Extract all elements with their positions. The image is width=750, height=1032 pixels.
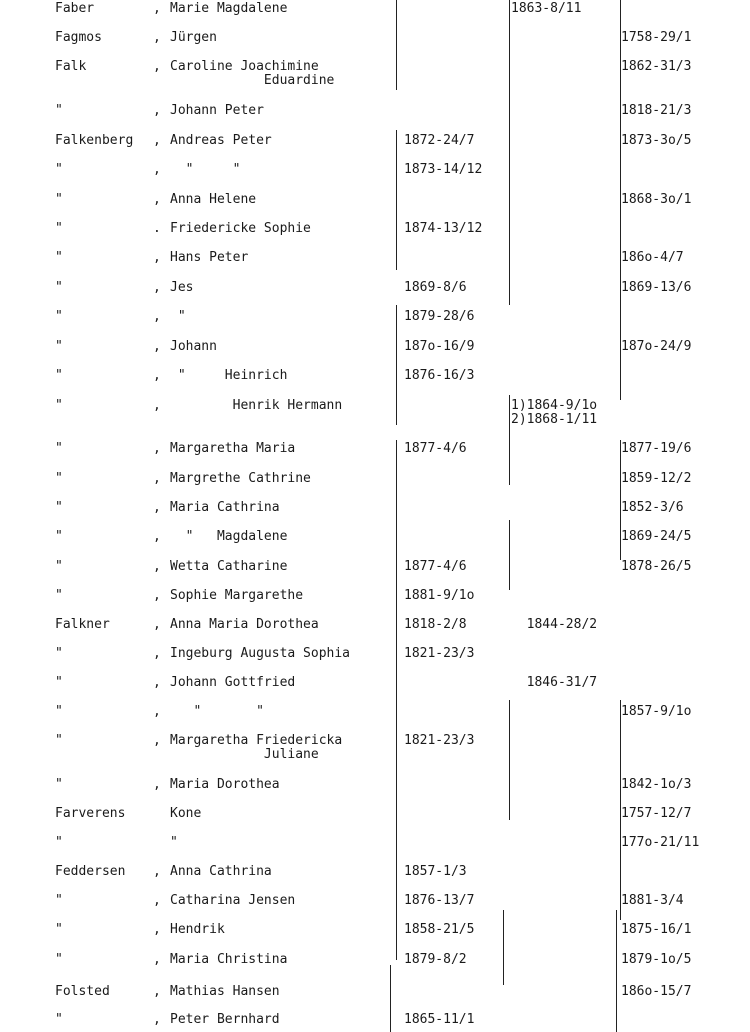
date-born: 187o-16/9 — [404, 339, 475, 354]
surname: " — [55, 162, 63, 177]
surname: " — [55, 103, 63, 118]
surname: " — [55, 368, 63, 383]
date-died: 1842-1o/3 — [621, 777, 692, 792]
date-died: 1818-21/3 — [621, 103, 692, 118]
separator: , — [153, 309, 161, 324]
given-names: Johann Peter — [170, 103, 264, 118]
column-rule — [396, 305, 397, 425]
date-died: 1859-12/2 — [621, 471, 692, 486]
date-born: 1821-23/3 — [404, 733, 475, 748]
date-born: 1876-16/3 — [404, 368, 475, 383]
separator: , — [153, 471, 161, 486]
surname: Falk — [55, 59, 87, 74]
given-names: Friedericke Sophie — [170, 221, 311, 236]
surname: Falkenberg — [55, 133, 134, 148]
date-died: 177o-21/11 — [621, 835, 700, 850]
column-rule — [509, 700, 510, 820]
surname: Fagmos — [55, 30, 102, 45]
date-died: 1857-9/1o — [621, 704, 692, 719]
date-born: 1877-4/6 — [404, 559, 467, 574]
given-names: Jürgen — [170, 30, 217, 45]
date-born: 1881-9/1o — [404, 588, 475, 603]
date-born: 1873-14/12 — [404, 162, 483, 177]
given-names: Margrethe Cathrine — [170, 471, 311, 486]
surname: " — [55, 471, 63, 486]
date-died: 186o-15/7 — [621, 984, 692, 999]
surname: " — [55, 559, 63, 574]
surname: " — [55, 777, 63, 792]
date-died: 1877-19/6 — [621, 441, 692, 456]
given-names: Jes — [170, 280, 194, 295]
given-names: " — [170, 835, 178, 850]
separator: , — [153, 893, 161, 908]
surname: " — [55, 704, 63, 719]
given-names: Anna Cathrina — [170, 864, 272, 879]
separator: , — [153, 59, 161, 74]
separator: , — [153, 280, 161, 295]
separator: , — [153, 30, 161, 45]
separator: , — [153, 368, 161, 383]
column-rule — [620, 700, 621, 920]
separator: , — [153, 1, 161, 16]
given-names: Anna Maria Dorothea — [170, 617, 319, 632]
date-died: 1862-31/3 — [621, 59, 692, 74]
given-names: Margaretha Maria — [170, 441, 296, 456]
column-rule — [396, 130, 397, 270]
given-names: Johann — [170, 339, 217, 354]
surname: " — [55, 733, 63, 748]
given-names: Henrik Hermann — [170, 398, 343, 413]
surname: Feddersen — [55, 864, 126, 879]
column-rule — [396, 440, 397, 960]
separator: , — [153, 559, 161, 574]
date-born: 1876-13/7 — [404, 893, 475, 908]
surname: Faber — [55, 1, 95, 16]
given-names: Maria Dorothea — [170, 777, 280, 792]
surname: " — [55, 309, 63, 324]
column-rule — [620, 40, 621, 205]
given-names: " " — [170, 704, 264, 719]
date-born: 1877-4/6 — [404, 441, 467, 456]
given-names: Johann Gottfried — [170, 675, 296, 690]
date-died: 187o-24/9 — [621, 339, 692, 354]
date-born: 1865-11/1 — [404, 1012, 475, 1027]
separator: , — [153, 617, 161, 632]
separator: , — [153, 398, 161, 413]
date-died: 1879-1o/5 — [621, 952, 692, 967]
surname: " — [55, 922, 63, 937]
surname: " — [55, 398, 63, 413]
given-names: Peter Bernhard — [170, 1012, 280, 1027]
separator: , — [153, 500, 161, 515]
date-column-3: 1844-28/2 — [511, 617, 598, 632]
date-column-3: 1846-31/7 — [511, 675, 598, 690]
date-died: 1875-16/1 — [621, 922, 692, 937]
date-born: 1869-8/6 — [404, 280, 467, 295]
surname: " — [55, 588, 63, 603]
date-died: 1852-3/6 — [621, 500, 684, 515]
separator: , — [153, 922, 161, 937]
surname: " — [55, 192, 63, 207]
given-names: Sophie Margarethe — [170, 588, 304, 603]
separator: , — [153, 441, 161, 456]
column-rule — [509, 395, 510, 485]
separator: , — [153, 984, 161, 999]
given-names: Kone — [170, 806, 202, 821]
separator: , — [153, 646, 161, 661]
given-names: Caroline Joachimine Eduardine — [170, 59, 335, 88]
surname: " — [55, 500, 63, 515]
given-names: Hans Peter — [170, 250, 249, 265]
given-names: Ingeburg Augusta Sophia — [170, 646, 351, 661]
column-rule — [503, 910, 504, 985]
surname: Falkner — [55, 617, 110, 632]
given-names: " Heinrich — [170, 368, 288, 383]
separator: , — [153, 704, 161, 719]
surname: " — [55, 441, 63, 456]
column-rule — [509, 0, 510, 305]
surname: " — [55, 835, 63, 850]
given-names: Margaretha Friedericka Juliane — [170, 733, 343, 762]
date-died: 1869-13/6 — [621, 280, 692, 295]
date-born: 1818-2/8 — [404, 617, 467, 632]
separator: , — [153, 162, 161, 177]
separator: , — [153, 529, 161, 544]
surname: " — [55, 893, 63, 908]
given-names: Catharina Jensen — [170, 893, 296, 908]
date-born: 1879-8/2 — [404, 952, 467, 967]
given-names: Wetta Catharine — [170, 559, 288, 574]
date-died: 1868-3o/1 — [621, 192, 692, 207]
surname: " — [55, 280, 63, 295]
surname: Folsted — [55, 984, 110, 999]
date-died: 1878-26/5 — [621, 559, 692, 574]
date-died: 1757-12/7 — [621, 806, 692, 821]
date-born: 1857-1/3 — [404, 864, 467, 879]
separator: , — [153, 1012, 161, 1027]
surname: " — [55, 221, 63, 236]
separator: , — [153, 733, 161, 748]
column-rule — [620, 0, 621, 40]
date-died: 1758-29/1 — [621, 30, 692, 45]
date-column-3: 1863-8/11 — [511, 1, 582, 16]
given-names: Mathias Hansen — [170, 984, 280, 999]
separator: , — [153, 675, 161, 690]
date-died: 1869-24/5 — [621, 529, 692, 544]
column-rule — [390, 965, 391, 1032]
given-names: Maria Christina — [170, 952, 288, 967]
given-names: " — [170, 309, 186, 324]
given-names: " Magdalene — [170, 529, 288, 544]
given-names: Maria Cathrina — [170, 500, 280, 515]
separator: , — [153, 339, 161, 354]
given-names: Marie Magdalene — [170, 1, 288, 16]
date-born: 1874-13/12 — [404, 221, 483, 236]
date-born: 1879-28/6 — [404, 309, 475, 324]
column-rule — [509, 520, 510, 590]
date-column-3: 1)1864-9/1o 2)1868-1/11 — [511, 398, 598, 427]
surname: " — [55, 646, 63, 661]
separator: , — [153, 777, 161, 792]
column-rule — [620, 440, 621, 560]
surname: " — [55, 250, 63, 265]
date-died: 1873-3o/5 — [621, 133, 692, 148]
column-rule — [396, 0, 397, 90]
separator: , — [153, 192, 161, 207]
given-names: " " — [170, 162, 241, 177]
separator: , — [153, 103, 161, 118]
separator: , — [153, 250, 161, 265]
surname: " — [55, 1012, 63, 1027]
separator: , — [153, 133, 161, 148]
surname: " — [55, 529, 63, 544]
given-names: Anna Helene — [170, 192, 257, 207]
given-names: Andreas Peter — [170, 133, 272, 148]
surname: " — [55, 675, 63, 690]
column-rule — [620, 200, 621, 400]
column-rule — [616, 910, 617, 1032]
date-born: 1872-24/7 — [404, 133, 475, 148]
separator: , — [153, 588, 161, 603]
separator: , — [153, 952, 161, 967]
date-born: 1821-23/3 — [404, 646, 475, 661]
surname: " — [55, 952, 63, 967]
date-died: 186o-4/7 — [621, 250, 684, 265]
date-born: 1858-21/5 — [404, 922, 475, 937]
given-names: Hendrik — [170, 922, 225, 937]
separator: , — [153, 864, 161, 879]
separator: . — [153, 221, 161, 236]
date-died: 1881-3/4 — [621, 893, 684, 908]
surname: Farverens — [55, 806, 126, 821]
surname: " — [55, 339, 63, 354]
